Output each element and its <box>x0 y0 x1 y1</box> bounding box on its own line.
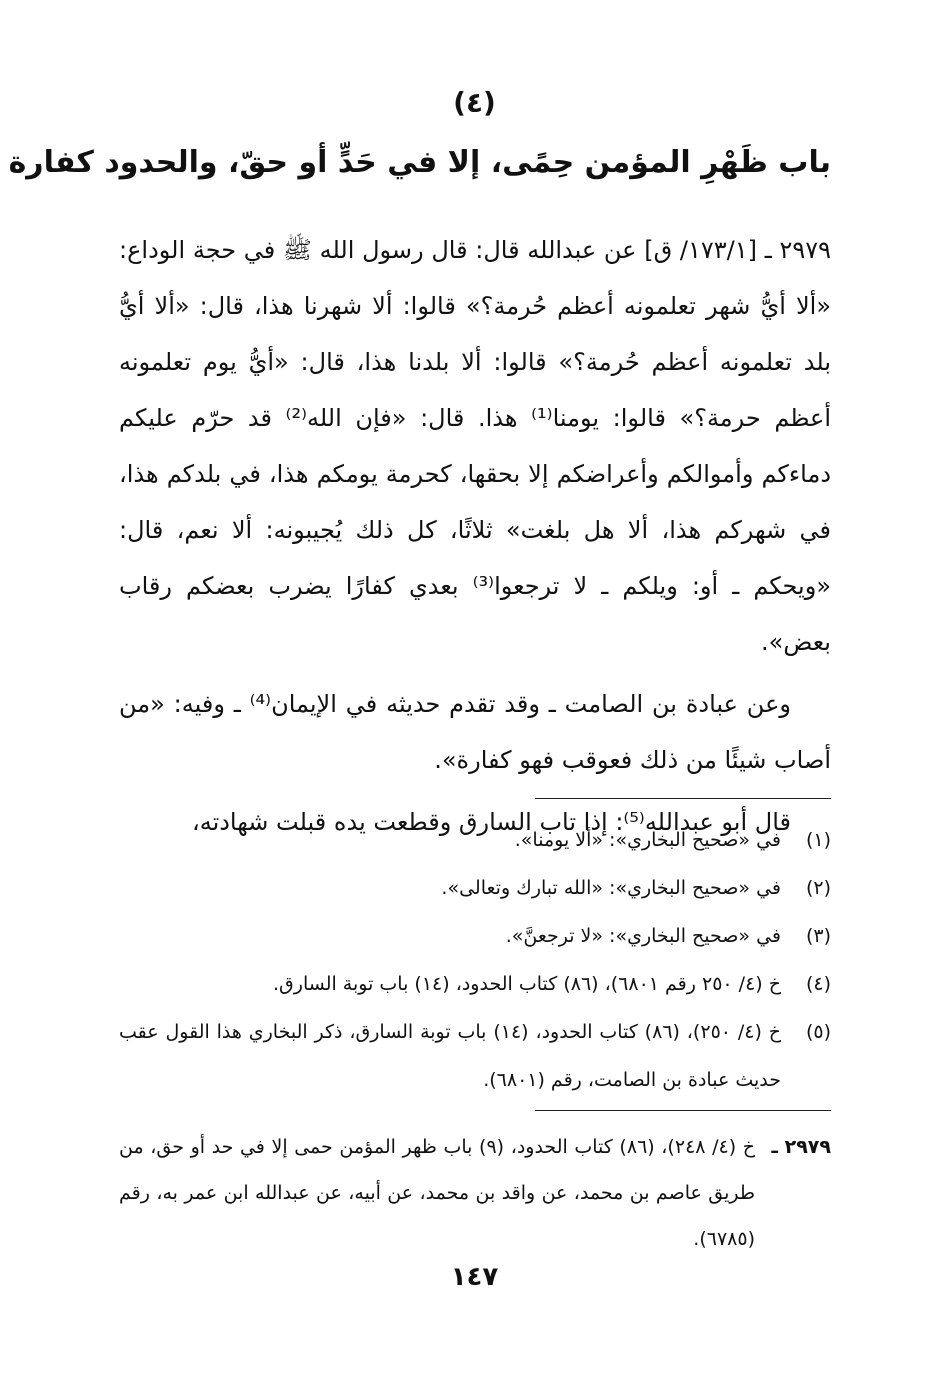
footnote-item <box>119 912 831 960</box>
footnote-text: خ (٤/ ٢٥٠ رقم ٦٨٠١)، (٨٦) كتاب الحدود، (١٤) باب توبة السارق. <box>273 973 781 995</box>
takhrij-separator <box>535 1110 831 1111</box>
footnote-item <box>119 816 831 864</box>
footnote-number: (١) <box>805 829 831 851</box>
hadith-paragraph: قال أبو عبدالله⁽⁵⁾: إذا تاب السارق وقطعت يده قبلت شهادته، <box>191 808 791 836</box>
footnote-item <box>119 1008 831 1104</box>
footnote-item <box>119 864 831 912</box>
takhrij-row <box>119 1124 831 1262</box>
footnote-number: (٢) <box>805 877 831 899</box>
hadith-paragraph: ٢٩٧٩ ـ [١٧٣/١/ ق] عن عبدالله قال: قال رسول الله ﷺ في حجة الوداع: «ألا أيُّ شهر تعلمونه أعظم حُرمة؟» قالوا: ألا شهرنا هذا، قال: «ألا أيُّ بلد تعلمونه أعظم حُرمة؟» قالوا: ألا بلدنا هذا، قال: «أيُّ يوم تعلمونه أعظم حرمة؟» قالوا: يومنا⁽¹⁾ هذا. قال: «فإن الله⁽²⁾ قد حرّم عليكم دماءكم وأموالكم وأعراضكم إلا بحقها، كحرمة يومكم هذا، في بلدكم هذا، في شهركم هذا، ألا هل بلغت» ثلاثًا، كل ذلك يُجيبونه: ألا نعم، قال: «ويحكم ـ أو: ويلكم ـ لا ترجعوا⁽³⁾ بعدي كفارًا يضرب بعضكم رقاب بعض». <box>119 236 831 656</box>
footnote-number: (٣) <box>805 925 831 947</box>
footnote-text: في «صحيح البخاري»: «لا ترجعنَّ». <box>505 925 781 947</box>
main-text <box>119 222 831 850</box>
footnote-item <box>119 960 831 1008</box>
chapter-title: باب ظَهْرِ المؤمن حِمًى، إلا في حَدٍّ أو حقّ، والحدود كفارة <box>8 145 831 180</box>
page-number: ١٤٧ <box>450 1262 499 1292</box>
footnote-number: (٤) <box>805 973 831 995</box>
takhrij-number: ٢٩٧٩ ـ <box>771 1136 831 1158</box>
footnote-text: في «صحيح البخاري»: «ألا يومنا». <box>514 829 781 851</box>
takhrij-note <box>119 1124 831 1262</box>
chapter-number: (٤) <box>453 86 496 119</box>
footnote-separator <box>535 798 831 799</box>
footnote-text: في «صحيح البخاري»: «الله تبارك وتعالى». <box>441 877 781 899</box>
hadith-paragraph: وعن عبادة بن الصامت ـ وقد تقدم حديثه في الإيمان⁽⁴⁾ ـ وفيه: «من أصاب شيئًا من ذلك فعوقب فهو كفارة». <box>119 690 831 774</box>
footnote-number: (٥) <box>805 1021 831 1043</box>
footnote-text: خ (٤/ ٢٥٠)، (٨٦) كتاب الحدود، (١٤) باب توبة السارق، ذكر البخاري هذا القول عقب حديث عبادة بن الصامت، رقم (٦٨٠١). <box>119 1021 782 1091</box>
takhrij-text: خ (٤/ ٢٤٨)، (٨٦) كتاب الحدود، (٩) باب ظهر المؤمن حمى إلا في حد أو حق، من طريق عاصم بن محمد، عن واقد بن محمد، عن أبيه، عن عبدالله ابن عمر به، رقم (٦٧٨٥). <box>119 1136 756 1250</box>
footnotes <box>119 816 831 1104</box>
